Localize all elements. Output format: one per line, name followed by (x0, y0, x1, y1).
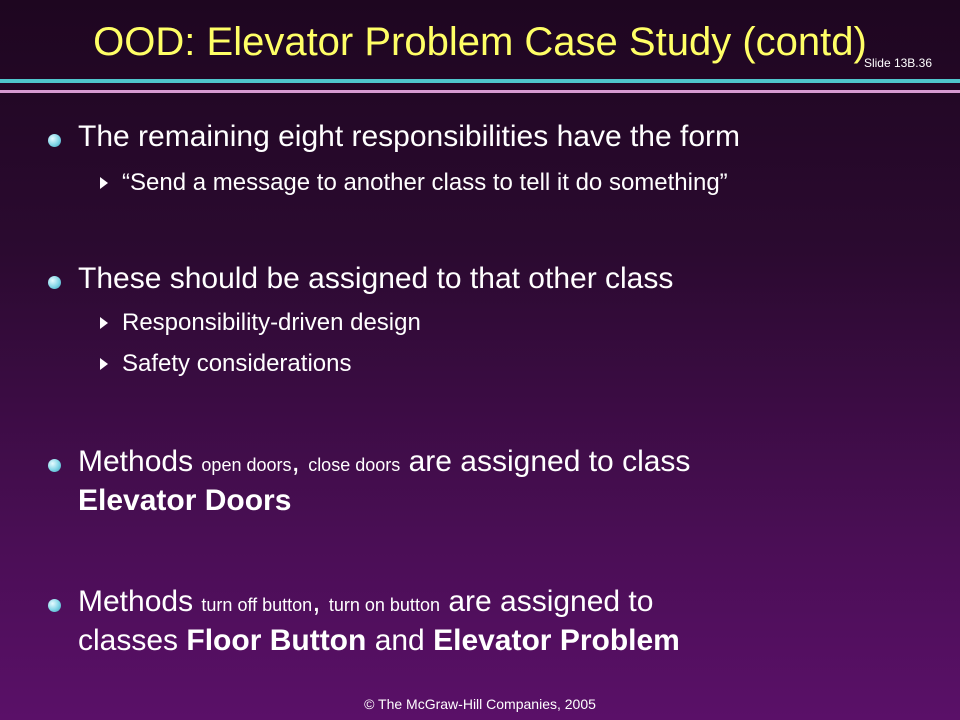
triangle-bullet-icon (100, 317, 108, 329)
class-name: Elevator Doors (78, 484, 292, 517)
slide-number: Slide 13B.36 (863, 56, 932, 70)
class-name: Floor Button (186, 624, 367, 657)
triangle-bullet-icon (100, 177, 108, 189)
bullet-1-text: The remaining eight responsibilities have the form (78, 120, 741, 153)
bullet-2-text: These should be assigned to that other class (78, 262, 674, 295)
bullet-dot-icon (48, 134, 61, 147)
bullet-dot-icon (48, 599, 61, 612)
method-name: open doors (201, 455, 292, 475)
class-name: Elevator Problem (433, 624, 680, 657)
method-name: turn on button (328, 595, 440, 615)
title-rule-teal (0, 79, 960, 83)
sub-bullet-text: Responsibility-driven design (122, 309, 421, 336)
method-name: close doors (308, 455, 401, 475)
bullet-dot-icon (48, 276, 61, 289)
triangle-bullet-icon (100, 358, 108, 370)
method-name: turn off button (201, 595, 313, 615)
bullet-dot-icon (48, 459, 61, 472)
footer-copyright: © The McGraw-Hill Companies, 2005 (364, 696, 596, 712)
bullet-4-text: Methods turn off button, turn on button are assigned to classes Floor Button and Elevator Problem (78, 585, 680, 657)
sub-bullet-text: Safety considerations (122, 350, 352, 377)
slide-title: OOD: Elevator Problem Case Study (contd) (93, 20, 867, 64)
sub-bullet-text: “Send a message to another class to tell it do something” (122, 169, 728, 196)
title-rule-pink (0, 90, 960, 93)
bullet-3-text: Methods open doors, close doors are assigned to class Elevator Doors (78, 445, 691, 517)
